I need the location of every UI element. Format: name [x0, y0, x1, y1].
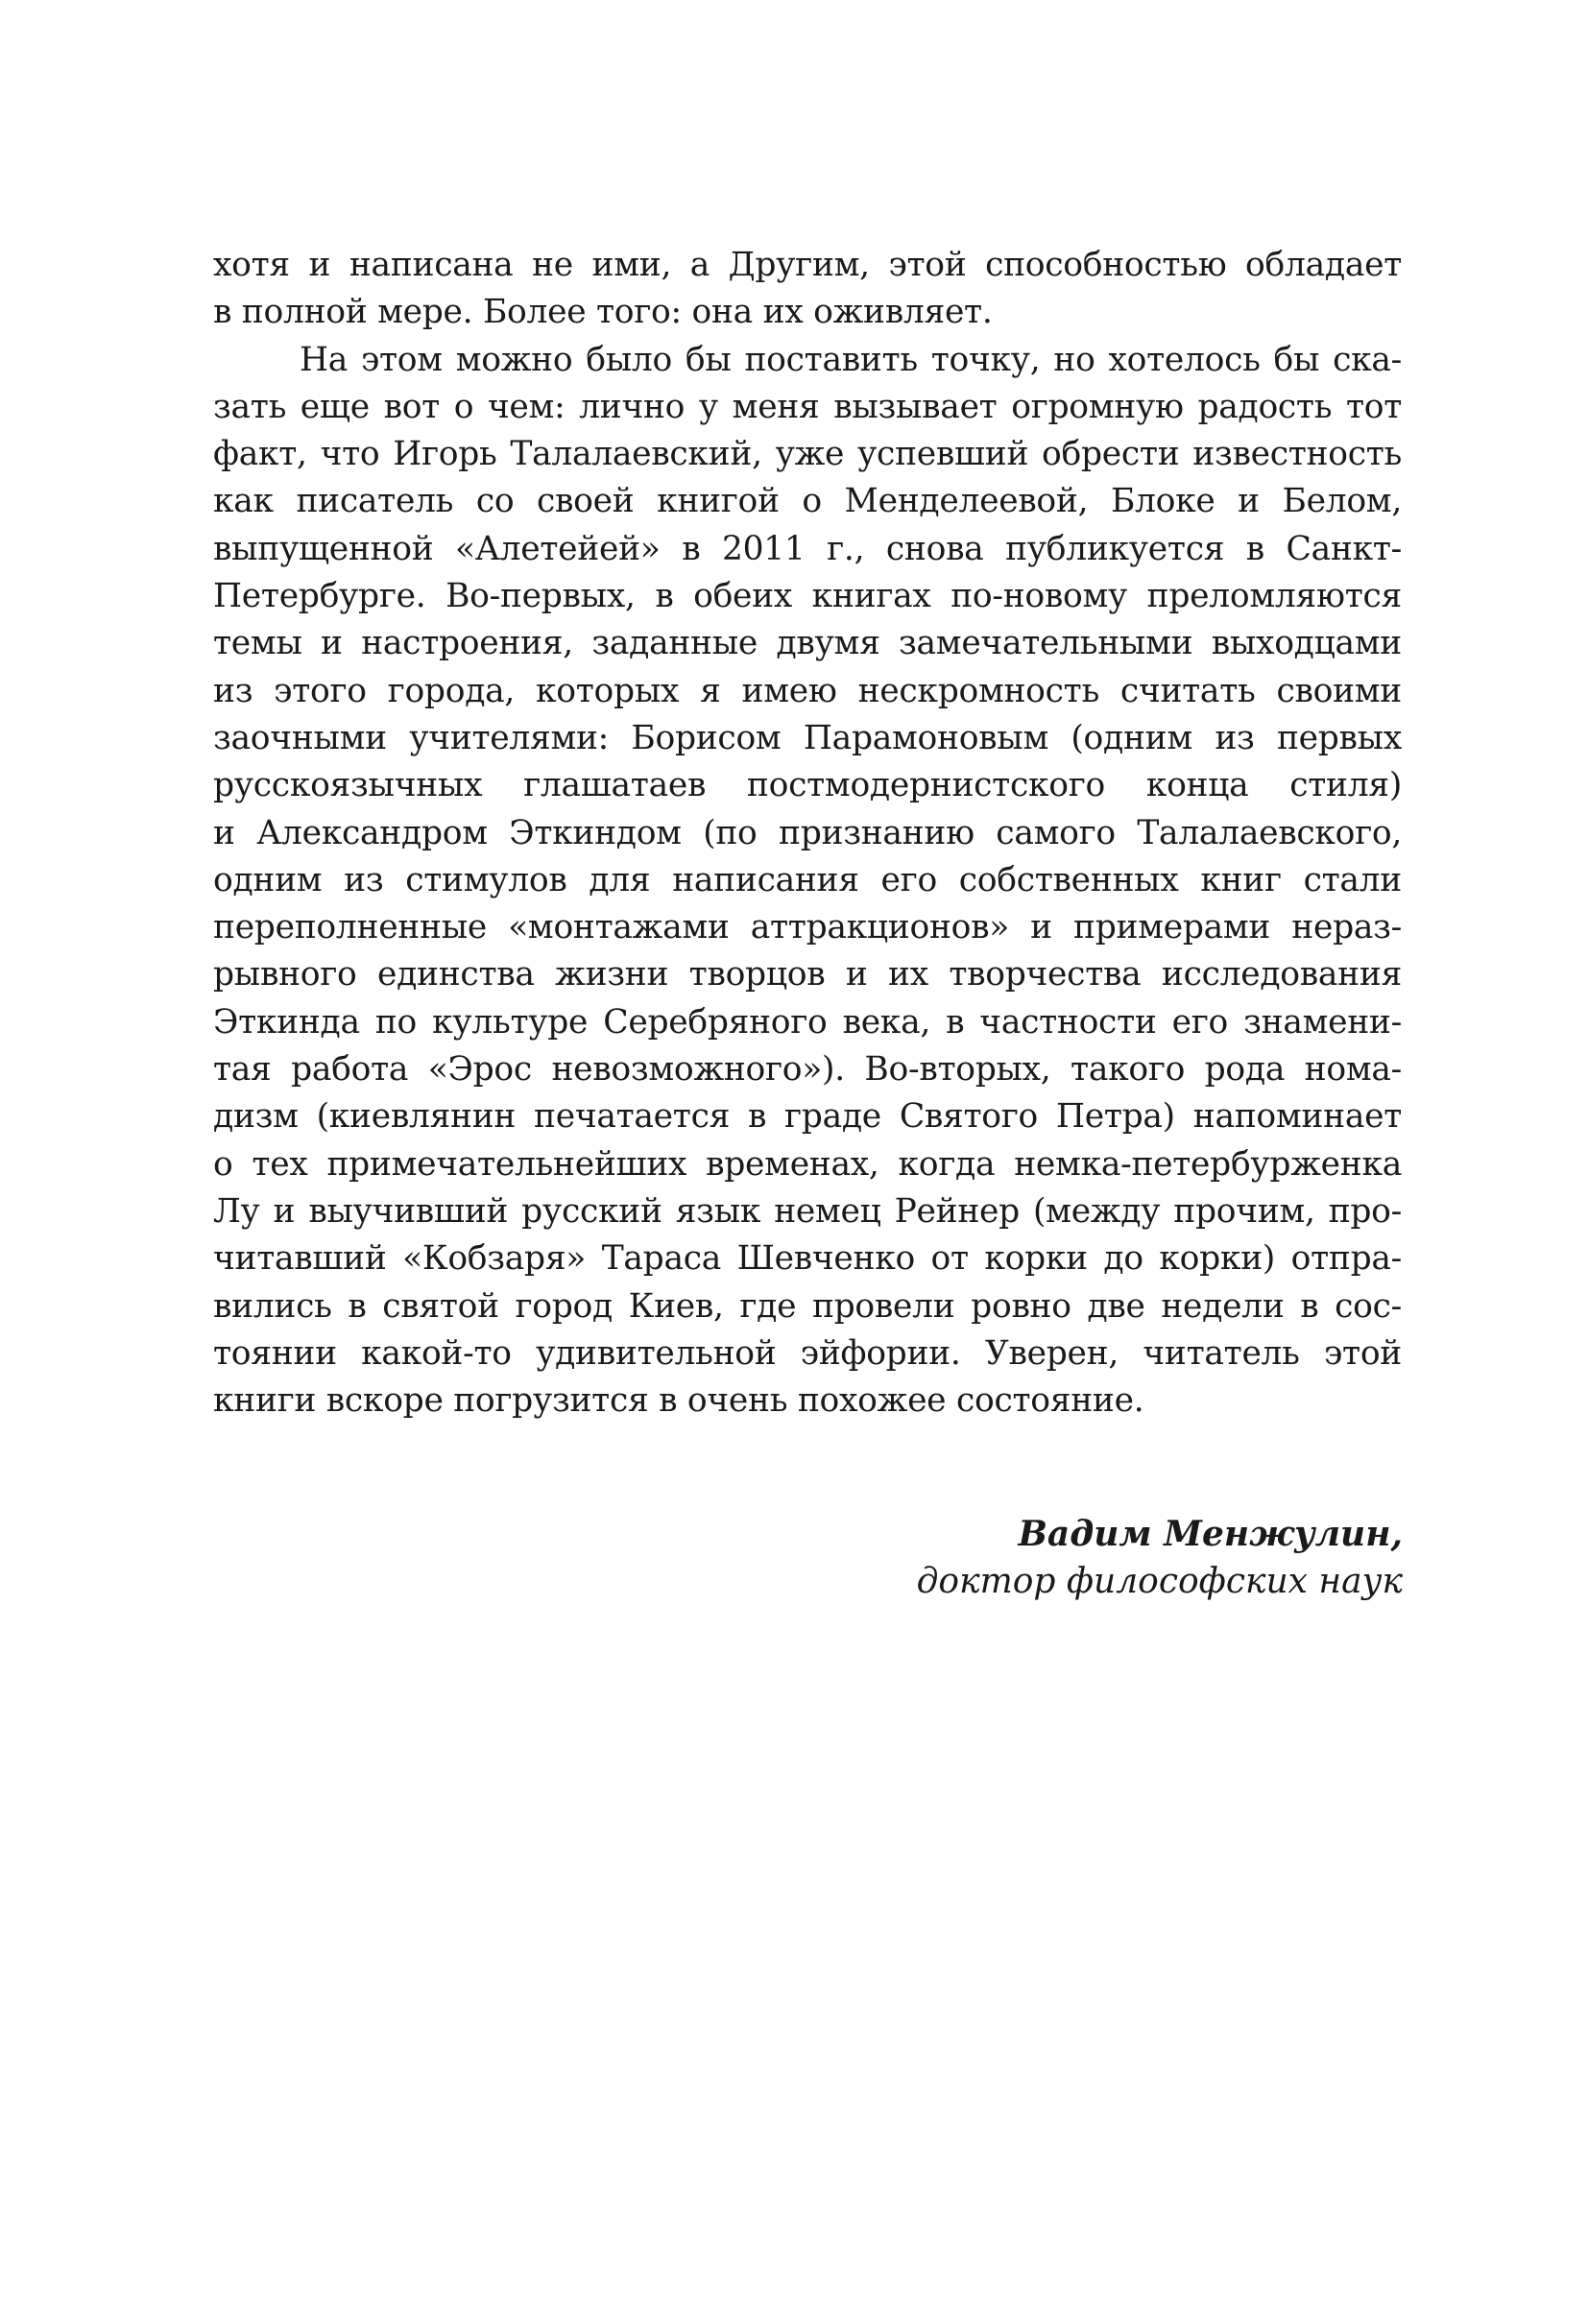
text-line: о тех примечательнейших временах, когда немка-петербурженка [213, 1144, 1402, 1184]
signature-block [917, 1510, 1403, 1606]
body-text [213, 242, 1402, 1425]
text-line: дизм (киевлянин печатается в граде Святого Петра) напоминает [213, 1097, 1402, 1137]
text-line: Петербурге. Во-первых, в обеих книгах по-новому преломляются [213, 577, 1402, 616]
text-line: тая работа «Эрос невозможного»). Во-вторых, такого рода нома- [213, 1050, 1402, 1090]
text-line: выпущенной «Алетейей» в 2011 г., снова публикуется в Санкт- [213, 529, 1402, 568]
text-line: в полной мере. Более того: она их оживляет. [213, 293, 993, 332]
text-line: как писатель со своей книгой о Менделеевой, Блоке и Белом, [213, 482, 1402, 521]
text-line: вились в святой город Киев, где провели ровно две недели в сос- [213, 1286, 1402, 1326]
text-line: читавший «Кобзаря» Тараса Шевченко от корки до корки) отпра- [213, 1239, 1402, 1279]
author-name: Вадим Менжулин, [1018, 1514, 1403, 1554]
text-line: переполненные «монтажами аттракционов» и примерами нераз- [213, 908, 1402, 947]
text-line: рывного единства жизни творцов и их творчества исследования [213, 955, 1402, 994]
text-line: из этого города, которых я имею нескромность считать своими [213, 671, 1402, 710]
text-line: тоянии какой-то удивительной эйфории. Уверен, читатель этой [213, 1333, 1402, 1373]
text-line: зать еще вот о чем: лично у меня вызывает огромную радость тот [213, 387, 1402, 426]
text-line: русскоязычных глашатаев постмодернистского конца стиля) [213, 766, 1402, 805]
text-line: заочными учителями: Борисом Парамоновым (одним из первых [213, 718, 1402, 757]
text-line: темы и настроения, заданные двумя замечательными выходцами [213, 624, 1402, 663]
author-title: доктор философских наук [916, 1562, 1403, 1601]
text-line: книги вскоре погрузится в очень похожее состояние. [213, 1381, 1144, 1421]
text-line: хотя и написана не ими, а Другим, этой способностью обладает [213, 246, 1402, 284]
text-line: факт, что Игорь Талалаевский, уже успевший обрести известность [213, 435, 1402, 474]
text-line: Лу и выучивший русский язык немец Рейнер (между прочим, про- [213, 1191, 1402, 1231]
text-line: и Александром Эткиндом (по признанию самого Талалаевского, [213, 813, 1402, 852]
text-line: На этом можно было бы поставить точку, но хотелось бы ска- [300, 340, 1402, 379]
text-line: Эткинда по культуре Серебряного века, в частности его знамени- [213, 1002, 1402, 1042]
text-line: одним из стимулов для написания его собственных книг стали [213, 860, 1402, 899]
